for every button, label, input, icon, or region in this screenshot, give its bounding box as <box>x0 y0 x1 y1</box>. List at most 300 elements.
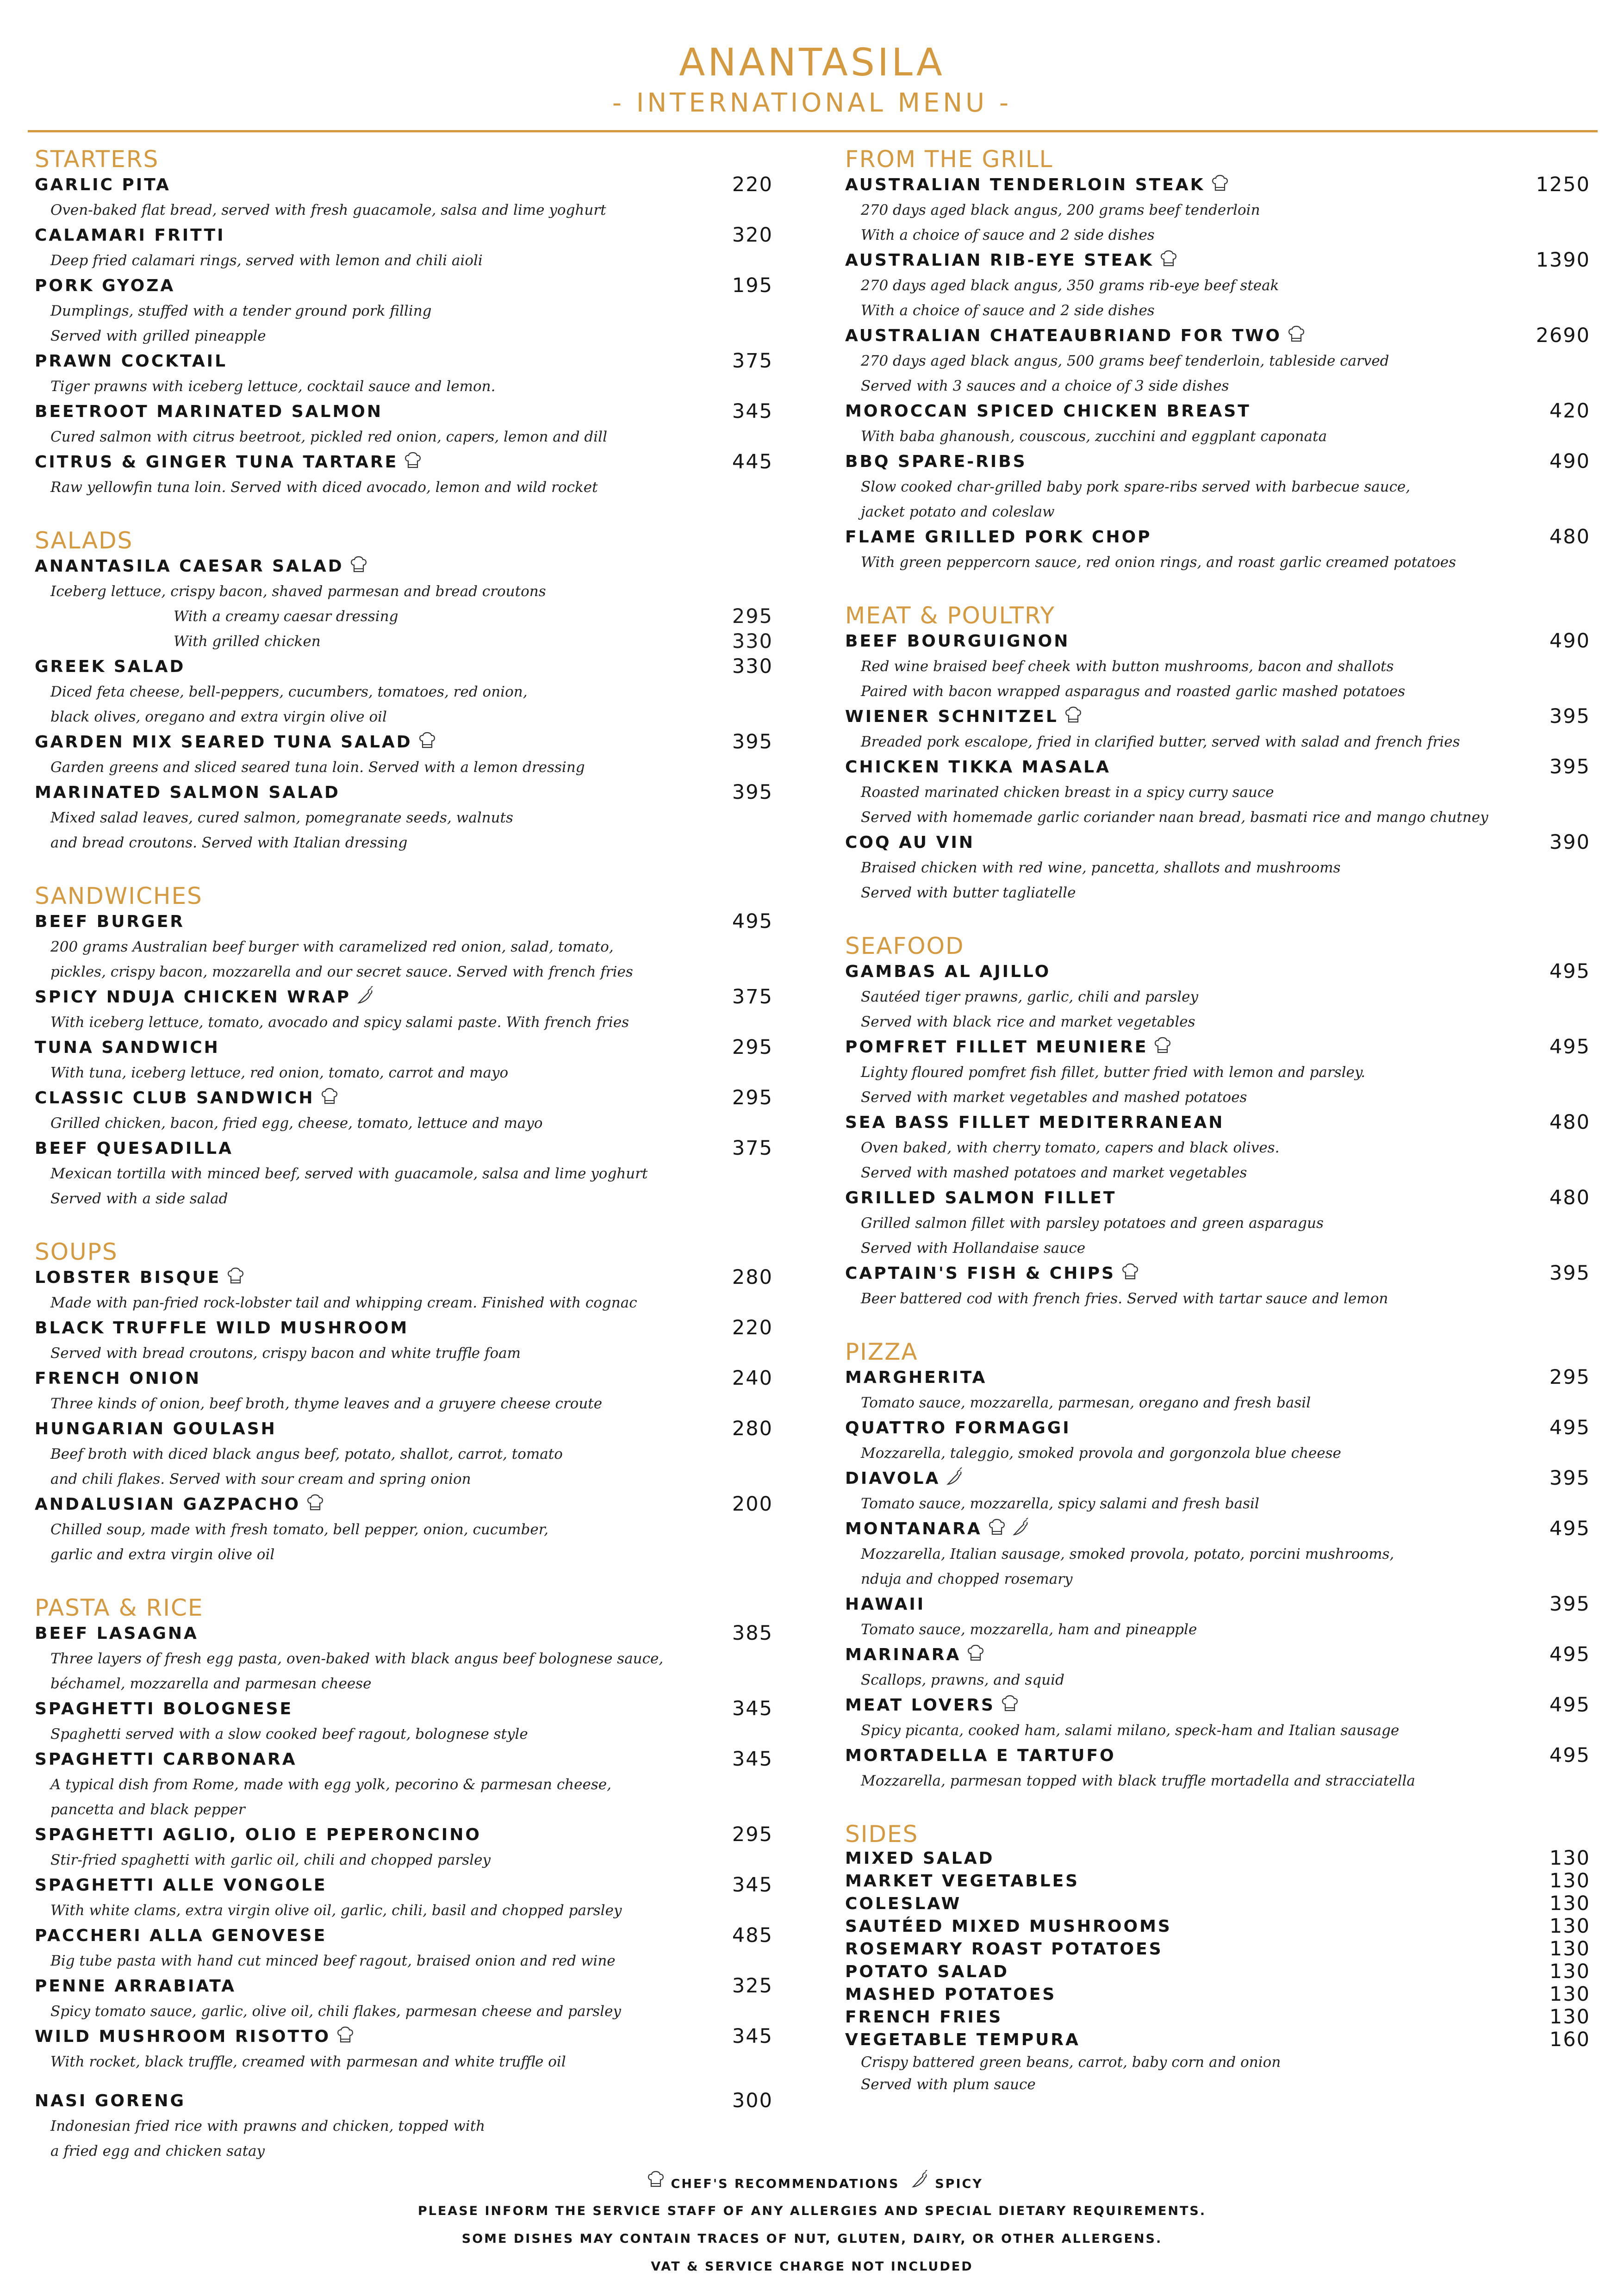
menu-item-price: 345 <box>732 2025 773 2048</box>
menu-item-description: jacket potato and coleslaw <box>861 504 1055 520</box>
menu-item <box>845 1983 1590 2006</box>
menu-item <box>35 1416 773 1492</box>
menu-item-header <box>35 780 773 805</box>
menu-item-description: Raw yellowfin tuna loin. Served with diced avocado, lemon and wild rocket <box>50 479 598 496</box>
menu-item-header <box>845 1034 1590 1060</box>
chef-hat-icon <box>988 1518 1006 1547</box>
menu-item-header <box>35 1085 773 1111</box>
menu-item-header <box>845 1466 1590 1491</box>
menu-item-name: NASI GORENG <box>35 2091 186 2110</box>
menu-item <box>845 323 1590 398</box>
menu-section-starters <box>35 144 773 500</box>
section-title: SIDES <box>845 1821 919 1848</box>
option-label: With grilled chicken <box>174 633 321 650</box>
menu-item-price: 495 <box>732 910 773 933</box>
menu-item-header <box>845 323 1590 348</box>
menu-item <box>845 959 1590 1034</box>
menu-item-name: AUSTRALIAN TENDERLOIN STEAK <box>845 175 1205 194</box>
menu-item-price: 200 <box>732 1493 773 1516</box>
menu-item-description: Served with grilled pineapple <box>50 328 266 344</box>
menu-item-name: PRAWN COCKTAIL <box>35 352 228 371</box>
menu-item-name: MEAT LOVERS <box>845 1696 995 1715</box>
menu-item-name: BLACK TRUFFLE WILD MUSHROOM <box>35 1319 409 1338</box>
menu-section-soups <box>35 1237 773 1567</box>
menu-item-name: FRENCH ONION <box>35 1369 201 1388</box>
section-spacer <box>35 1211 773 1237</box>
menu-item-description: Big tube pasta with hand cut minced beef ragout, braised onion and red wine <box>50 1953 616 1969</box>
menu-item-name: SPAGHETTI AGLIO, OLIO E PEPERONCINO <box>35 1825 481 1844</box>
menu-item <box>845 1592 1590 1642</box>
menu-item-price: 295 <box>1549 1366 1590 1389</box>
section-title: SOUPS <box>35 1238 118 1265</box>
menu-item-header <box>845 1642 1590 1668</box>
menu-item-description: Tomato sauce, mozzarella, ham and pineapple <box>861 1621 1197 1638</box>
menu-item <box>845 1915 1590 1938</box>
chili-pepper-icon <box>946 1467 964 1497</box>
menu-item <box>845 1743 1590 1793</box>
menu-item <box>35 2088 773 2164</box>
menu-item-price: 295 <box>732 1036 773 1059</box>
menu-item-description: Spaghetti served with a slow cooked beef ragout, bolognese style <box>50 1726 528 1742</box>
menu-item-name: SEA BASS FILLET MEDITERRANEAN <box>845 1113 1225 1132</box>
menu-item <box>35 172 773 223</box>
menu-item-header <box>845 1983 1590 2006</box>
chef-hat-icon <box>1121 1262 1139 1292</box>
menu-item-header <box>845 1365 1590 1390</box>
menu-item-header <box>845 1915 1590 1938</box>
menu-item-description: Red wine braised beef cheek with button mushrooms, bacon and shallots <box>861 658 1394 675</box>
section-spacer <box>35 1567 773 1593</box>
menu-item <box>845 172 1590 248</box>
chef-hat-icon <box>647 2170 665 2199</box>
menu-item-name: GREEK SALAD <box>35 657 186 676</box>
menu-section-pasta-rice <box>35 1593 773 2164</box>
menu-item-price: 220 <box>732 173 773 196</box>
menu-item-header <box>35 1035 773 1060</box>
menu-item-price: 195 <box>732 274 773 297</box>
menu-item-header <box>845 1415 1590 1441</box>
vat-note: VAT & SERVICE CHARGE NOT INCLUDED <box>651 2259 973 2274</box>
menu-item-name: CAPTAIN'S FISH & CHIPS <box>845 1264 1116 1283</box>
menu-item-description: Made with pan-fried rock-lobster tail and whipping cream. Finished with cognac <box>50 1294 637 1311</box>
chef-hat-icon <box>306 1493 324 1523</box>
menu-item-description: 270 days aged black angus, 350 grams rib-eye beef steak <box>861 277 1279 294</box>
menu-item-name: SPAGHETTI BOLOGNESE <box>35 1699 293 1718</box>
menu-item-header <box>35 654 773 679</box>
menu-item-name: ANDALUSIAN GAZPACHO <box>35 1495 301 1514</box>
menu-item-description: Tomato sauce, mozzarella, spicy salami and fresh basil <box>861 1495 1259 1512</box>
menu-item-price: 220 <box>732 1316 773 1339</box>
menu-item-header <box>35 554 773 579</box>
menu-item-price: 495 <box>1549 1035 1590 1058</box>
menu-item-price: 130 <box>1549 1915 1590 1938</box>
menu-item-description: Iceberg lettuce, crispy bacon, shaved parmesan and bread croutons <box>50 583 546 600</box>
menu-item-description: Served with mashed potatoes and market vegetables <box>861 1164 1247 1181</box>
menu-item-header <box>845 830 1590 855</box>
chili-pepper-icon <box>911 2170 929 2199</box>
menu-item <box>35 729 773 780</box>
menu-item-name: GARDEN MIX SEARED TUNA SALAD <box>35 733 412 752</box>
menu-item-name: MORTADELLA E TARTUFO <box>845 1746 1116 1765</box>
menu-item-name: PORK GYOZA <box>35 276 175 295</box>
menu-item-price: 345 <box>732 400 773 423</box>
menu-column-right <box>845 144 1590 2096</box>
section-title: PIZZA <box>845 1338 918 1365</box>
menu-section-salads <box>35 526 773 855</box>
menu-item-description: A typical dish from Rome, made with egg yolk, pecorino & parmesan cheese, <box>50 1776 611 1793</box>
menu-item-header <box>845 1743 1590 1768</box>
menu-item-price: 445 <box>732 450 773 473</box>
menu-item-description: Beef broth with diced black angus beef, potato, shallot, carrot, tomato <box>50 1446 563 1462</box>
menu-item-description: Mixed salad leaves, cured salmon, pomegranate seeds, walnuts <box>50 809 513 826</box>
section-spacer <box>845 1793 1590 1819</box>
menu-item-name: BEEF LASAGNA <box>35 1624 199 1643</box>
menu-item-description: Served with black rice and market vegetables <box>861 1014 1195 1030</box>
menu-item-price: 300 <box>732 2089 773 2112</box>
menu-item-header <box>35 399 773 424</box>
menu-item-price: 495 <box>1549 1744 1590 1767</box>
menu-item-header <box>35 1366 773 1391</box>
menu-item-description: Served with market vegetables and mashed potatoes <box>861 1089 1247 1106</box>
menu-item-description: and bread croutons. Served with Italian dressing <box>50 834 408 851</box>
menu-item-description: With iceberg lettuce, tomato, avocado and spicy salami paste. With french fries <box>50 1014 629 1031</box>
menu-item-header <box>35 729 773 755</box>
menu-item-description: Spicy picanta, cooked ham, salami milano, speck-ham and Italian sausage <box>861 1722 1400 1739</box>
menu-item-header <box>845 1692 1590 1718</box>
menu-item-description: Mexican tortilla with minced beef, served with guacamole, salsa and lime yoghurt <box>50 1165 648 1182</box>
menu-item-description: Oven baked, with cherry tomato, capers and black olives. <box>861 1139 1280 1156</box>
menu-item-header <box>35 1973 773 1999</box>
legend-spicy-label: SPICY <box>935 2177 983 2191</box>
header-divider <box>28 130 1598 132</box>
menu-item-header <box>845 959 1590 984</box>
menu-footer <box>0 2170 1624 2281</box>
menu-item-description: garlic and extra virgin olive oil <box>50 1546 275 1563</box>
menu-item-description: 270 days aged black angus, 500 grams beef tenderloin, tableside carved <box>861 353 1389 369</box>
menu-item-name: MONTANARA <box>845 1519 982 1538</box>
menu-item-name: SAUTÉED MIXED MUSHROOMS <box>845 1917 1172 1936</box>
section-spacer <box>35 500 773 526</box>
menu-item-description: Grilled salmon fillet with parsley potatoes and green asparagus <box>861 1215 1324 1232</box>
menu-item-header <box>845 398 1590 424</box>
menu-item-price: 130 <box>1549 1960 1590 1983</box>
chef-hat-icon <box>404 451 422 480</box>
menu-item-header <box>35 449 773 475</box>
menu-item <box>845 1870 1590 1892</box>
menu-item-description: Lighty floured pomfret fish fillet, butter fried with lemon and parsley. <box>861 1064 1366 1081</box>
menu-item <box>35 1747 773 1822</box>
menu-item-description: nduja and chopped rosemary <box>861 1571 1073 1587</box>
menu-section-meat-poultry <box>845 601 1590 905</box>
menu-item-name: GAMBAS AL AJILLO <box>845 962 1051 981</box>
menu-item-header <box>845 1516 1590 1542</box>
menu-item-price: 495 <box>1549 1517 1590 1540</box>
menu-item-description: Diced feta cheese, bell-peppers, cucumbers, tomatoes, red onion, <box>50 684 528 700</box>
menu-item-name: MOROCCAN SPICED CHICKEN BREAST <box>845 402 1251 421</box>
menu-item-price: 375 <box>732 349 773 373</box>
menu-item <box>35 1492 773 1567</box>
menu-item-name: ROSEMARY ROAST POTATOES <box>845 1940 1163 1959</box>
menu-item-price: 420 <box>1549 399 1590 423</box>
menu-section-sandwiches <box>35 881 773 1211</box>
chef-hat-icon <box>1153 1036 1172 1065</box>
menu-item-header <box>35 2024 773 2049</box>
menu-section-sides <box>845 1819 1590 2096</box>
menu-item <box>845 1415 1590 1466</box>
menu-item-description: Three kinds of onion, beef broth, thyme leaves and a gruyere cheese croute <box>50 1395 603 1412</box>
section-spacer <box>845 1311 1590 1337</box>
menu-item-description: Served with plum sauce <box>861 2076 1036 2093</box>
menu-item-price: 490 <box>1549 629 1590 653</box>
section-title: MEAT & POULTRY <box>845 602 1056 629</box>
menu-item-name: MARGHERITA <box>845 1368 987 1387</box>
menu-item-price: 395 <box>1549 705 1590 728</box>
menu-item <box>845 1261 1590 1311</box>
menu-item-description: Tiger prawns with iceberg lettuce, cocktail sauce and lemon. <box>50 378 496 395</box>
menu-item-header <box>35 172 773 198</box>
menu-item-price: 495 <box>1549 1693 1590 1717</box>
menu-item <box>35 1621 773 1696</box>
menu-item-description: pancetta and black pepper <box>50 1801 245 1818</box>
menu-item-price: 295 <box>732 1086 773 1109</box>
menu-item-name: CITRUS & GINGER TUNA TARTARE <box>35 453 398 472</box>
menu-item-description: With white clams, extra virgin olive oil, garlic, chili, basil and chopped parsley <box>50 1902 622 1919</box>
menu-item-price: 375 <box>732 985 773 1008</box>
menu-item-price: 330 <box>732 655 773 678</box>
menu-item-header <box>845 1847 1590 1870</box>
menu-item-description: Served with homemade garlic coriander naan bread, basmati rice and mango chutney <box>861 809 1488 826</box>
menu-item-description: Dumplings, stuffed with a tender ground pork filling <box>50 303 432 319</box>
menu-item <box>35 1973 773 2024</box>
option-price: 330 <box>732 630 773 653</box>
menu-item-header <box>35 1315 773 1341</box>
menu-item-name: SPICY NDUJA CHICKEN WRAP <box>35 988 351 1007</box>
menu-section-pizza <box>845 1337 1590 1793</box>
menu-item-header <box>35 1747 773 1772</box>
menu-item-description: Mozzarella, parmesan topped with black truffle mortadella and stracciatella <box>861 1773 1415 1789</box>
menu-item-description: Served with 3 sauces and a choice of 3 side dishes <box>861 378 1229 394</box>
menu-item-name: SPAGHETTI CARBONARA <box>35 1750 297 1769</box>
menu-item <box>845 1516 1590 1592</box>
menu-item-price: 130 <box>1549 1847 1590 1870</box>
menu-item <box>845 1892 1590 1915</box>
menu-item <box>35 1315 773 1366</box>
section-title: STARTERS <box>35 146 159 173</box>
menu-item <box>845 754 1590 830</box>
menu-item-name: POMFRET FILLET MEUNIERE <box>845 1038 1148 1057</box>
menu-item <box>845 1034 1590 1110</box>
menu-item-header <box>35 984 773 1010</box>
section-title: SALADS <box>35 527 133 554</box>
menu-item-header <box>845 248 1590 273</box>
menu-item <box>845 1847 1590 1870</box>
legend-chef-label: CHEF'S RECOMMENDATIONS <box>671 2177 900 2191</box>
menu-item-description: With tuna, iceberg lettuce, red onion, tomato, carrot and mayo <box>50 1064 509 1081</box>
menu-item-price: 130 <box>1549 1869 1590 1892</box>
menu-item <box>35 223 773 273</box>
menu-item-name: COLESLAW <box>845 1894 962 1913</box>
menu-item <box>35 1696 773 1747</box>
menu-item-header <box>35 1136 773 1161</box>
menu-item-description: With rocket, black truffle, creamed with parmesan and white truffle oil <box>50 2053 566 2070</box>
menu-item <box>845 1365 1590 1415</box>
chef-hat-icon <box>336 2025 355 2055</box>
menu-item-name: CALAMARI FRITTI <box>35 226 225 245</box>
menu-item-name: QUATTRO FORMAGGI <box>845 1419 1071 1437</box>
menu-item-description: Chilled soup, made with fresh tomato, bell pepper, onion, cucumber, <box>50 1521 549 1538</box>
allergy-note: PLEASE INFORM THE SERVICE STAFF OF ANY ALLERGIES AND SPECIAL DIETARY REQUIREMENTS. <box>417 2204 1207 2218</box>
menu-item-name: SPAGHETTI ALLE VONGOLE <box>35 1876 327 1895</box>
menu-item-name: AUSTRALIAN CHATEAUBRIAND FOR TWO <box>845 326 1282 345</box>
chef-hat-icon <box>1287 324 1306 354</box>
menu-item-description: With baba ghanoush, couscous, zucchini and eggplant caponata <box>861 428 1327 445</box>
menu-item-description: Served with Hollandaise sauce <box>861 1240 1086 1257</box>
menu-item-price: 280 <box>732 1417 773 1440</box>
menu-item-description: Garden greens and sliced seared tuna loin. Served with a lemon dressing <box>50 759 585 776</box>
menu-item <box>35 1265 773 1315</box>
menu-item-description: black olives, oregano and extra virgin olive oil <box>50 709 387 725</box>
menu-item-name: LOBSTER BISQUE <box>35 1268 221 1287</box>
menu-item-name: FLAME GRILLED PORK CHOP <box>845 528 1152 547</box>
menu-item-name: BEEF BOURGUIGNON <box>845 632 1070 651</box>
menu-item-header <box>35 1822 773 1848</box>
menu-item <box>845 1110 1590 1185</box>
chef-hat-icon <box>1211 174 1229 203</box>
menu-subtitle: - INTERNATIONAL MENU - <box>612 88 1012 118</box>
menu-item-price: 130 <box>1549 1937 1590 1960</box>
menu-item-name: COQ AU VIN <box>845 833 975 852</box>
menu-item-option <box>35 604 773 629</box>
menu-item-name: HUNGARIAN GOULASH <box>35 1419 277 1438</box>
chef-hat-icon <box>320 1087 339 1116</box>
menu-item-description: Mozzarella, taleggio, smoked provola and gorgonzola blue cheese <box>861 1445 1341 1462</box>
menu-item <box>35 654 773 729</box>
menu-item-header <box>35 273 773 299</box>
menu-item-price: 1250 <box>1536 173 1590 196</box>
menu-item-price: 395 <box>732 730 773 753</box>
menu-item-header <box>35 1923 773 1948</box>
menu-item-price: 480 <box>1549 1111 1590 1134</box>
menu-item-price: 345 <box>732 1873 773 1897</box>
menu-item-name: TUNA SANDWICH <box>35 1038 220 1057</box>
menu-item-description: Roasted marinated chicken breast in a spicy curry sauce <box>861 784 1274 801</box>
menu-item-description: Indonesian fried rice with prawns and chicken, topped with <box>50 2118 485 2134</box>
menu-item-price: 345 <box>732 1748 773 1771</box>
menu-item-description: Beer battered cod with french fries. Served with tartar sauce and lemon <box>861 1290 1388 1307</box>
menu-item <box>845 628 1590 704</box>
menu-item-header <box>35 1621 773 1646</box>
menu-item-description: Tomato sauce, mozzarella, parmesan, oregano and fresh basil <box>861 1394 1311 1411</box>
menu-item-name: DIAVOLA <box>845 1469 940 1488</box>
section-title: FROM THE GRILL <box>845 146 1053 173</box>
section-title: SEAFOOD <box>845 933 964 959</box>
menu-item-price: 395 <box>732 781 773 804</box>
menu-item-description: Slow cooked char-grilled baby pork spare-ribs served with barbecue sauce, <box>861 479 1411 495</box>
section-spacer <box>845 905 1590 931</box>
menu-item-name: BEEF QUESADILLA <box>35 1139 233 1158</box>
menu-item <box>845 2028 1590 2096</box>
menu-item-price: 130 <box>1549 1983 1590 2006</box>
menu-item-name: HAWAII <box>845 1595 926 1614</box>
menu-item <box>35 1923 773 1973</box>
menu-item-header <box>845 449 1590 474</box>
menu-item-header <box>845 1261 1590 1286</box>
menu-item-header <box>845 1110 1590 1135</box>
menu-item-header <box>35 1416 773 1442</box>
option-price: 295 <box>732 605 773 628</box>
menu-item-description: Braised chicken with red wine, pancetta, shallots and mushrooms <box>861 859 1341 876</box>
menu-item-description: Spicy tomato sauce, garlic, olive oil, chili flakes, parmesan cheese and parsley <box>50 2003 621 2020</box>
menu-item-description: Three layers of fresh egg pasta, oven-baked with black angus beef bolognese sauce, <box>50 1650 664 1667</box>
menu-item-description: Served with a side salad <box>50 1190 228 1207</box>
menu-item <box>845 1692 1590 1743</box>
menu-item-header <box>35 1265 773 1290</box>
menu-item-price: 480 <box>1549 1186 1590 1209</box>
menu-item-name: GRILLED SALMON FILLET <box>845 1188 1117 1207</box>
menu-item-header <box>845 172 1590 198</box>
menu-item-price: 495 <box>1549 1643 1590 1666</box>
section-title: SANDWICHES <box>35 883 203 909</box>
menu-item-name: ANANTASILA CAESAR SALAD <box>35 557 344 576</box>
menu-item <box>845 1938 1590 1960</box>
menu-item-header <box>845 754 1590 780</box>
menu-item-description: Oven-baked flat bread, served with fresh guacamole, salsa and lime yoghurt <box>50 202 606 218</box>
menu-item-description: Breaded pork escalope, fried in clarified butter, served with salad and french fries <box>861 734 1460 750</box>
menu-item-price: 295 <box>732 1823 773 1846</box>
menu-item-name: WIENER SCHNITZEL <box>845 707 1058 726</box>
menu-item-description: With a choice of sauce and 2 side dishes <box>861 302 1155 319</box>
menu-item-name: MIXED SALAD <box>845 1849 995 1868</box>
menu-item-price: 320 <box>732 224 773 247</box>
menu-item <box>35 780 773 855</box>
menu-item-name: AUSTRALIAN RIB-EYE STEAK <box>845 251 1154 270</box>
menu-item-option <box>35 629 773 654</box>
menu-item-header <box>845 704 1590 729</box>
chef-hat-icon <box>226 1266 245 1296</box>
menu-item-price: 390 <box>1549 831 1590 854</box>
menu-item-header <box>35 1873 773 1898</box>
menu-item <box>845 524 1590 575</box>
menu-item-price: 130 <box>1549 2005 1590 2028</box>
menu-item <box>35 1366 773 1416</box>
menu-item-header <box>35 348 773 374</box>
menu-item-description: Crispy battered green beans, carrot, baby corn and onion <box>861 2054 1281 2071</box>
menu-item <box>845 1960 1590 1983</box>
menu-item-name: VEGETABLE TEMPURA <box>845 2030 1080 2049</box>
menu-item-name: CHICKEN TIKKA MASALA <box>845 758 1111 777</box>
chef-hat-icon <box>1064 705 1083 735</box>
menu-item-price: 485 <box>732 1924 773 1947</box>
menu-item-name: POTATO SALAD <box>845 1962 1009 1981</box>
menu-item-header <box>35 1696 773 1722</box>
menu-item-description: Grilled chicken, bacon, fried egg, cheese, tomato, lettuce and mayo <box>50 1115 543 1132</box>
menu-item-description: With a choice of sauce and 2 side dishes <box>861 227 1155 243</box>
menu-item <box>35 273 773 348</box>
menu-item-name: BBQ SPARE-RIBS <box>845 452 1027 471</box>
chef-hat-icon <box>1001 1694 1019 1724</box>
menu-item <box>845 1642 1590 1692</box>
menu-item-description: Served with bread croutons, crispy bacon and white truffle foam <box>50 1345 521 1362</box>
menu-item <box>845 704 1590 754</box>
menu-item-price: 375 <box>732 1137 773 1160</box>
menu-item-price: 480 <box>1549 525 1590 548</box>
menu-item-name: WILD MUSHROOM RISOTTO <box>35 2027 331 2046</box>
menu-item <box>845 398 1590 449</box>
menu-item-price: 130 <box>1549 1892 1590 1915</box>
menu-item-description: pickles, crispy bacon, mozzarella and our secret sauce. Served with french fries <box>50 964 633 980</box>
menu-item-description: a fried egg and chicken satay <box>50 2143 265 2159</box>
menu-item-header <box>845 524 1590 550</box>
